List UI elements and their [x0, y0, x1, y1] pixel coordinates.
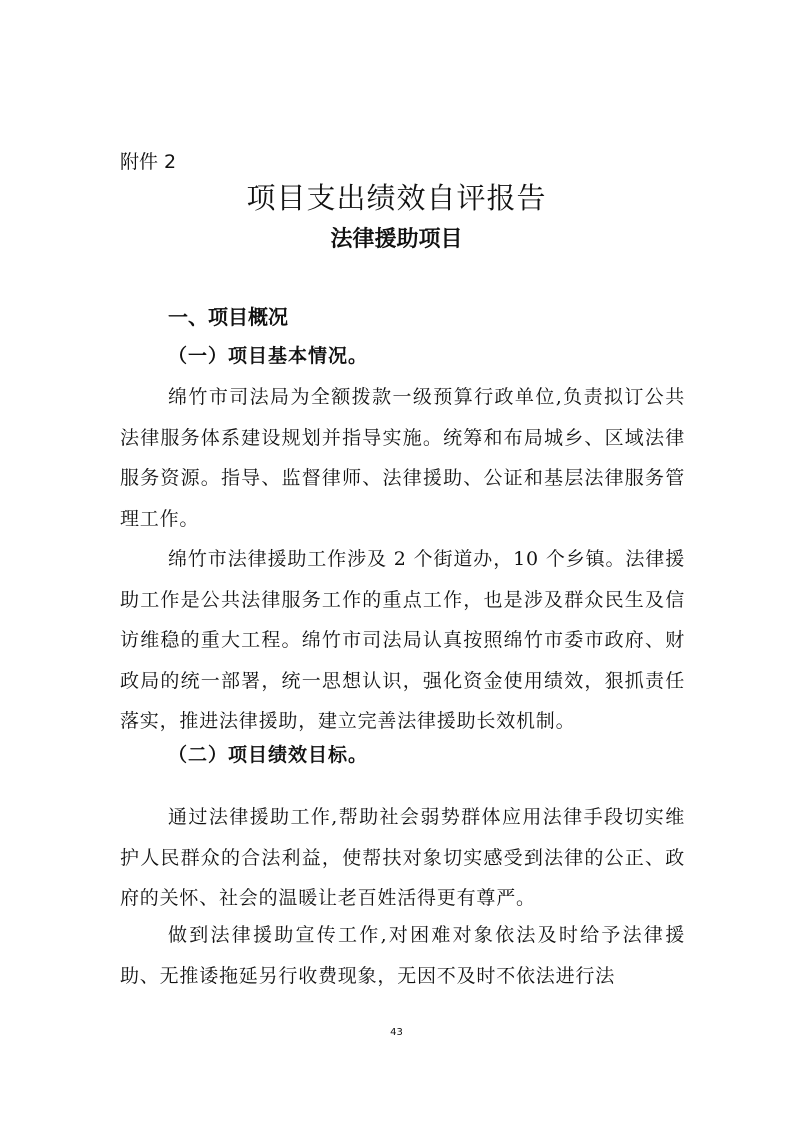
- paragraph-basic-info-1: 绵竹市司法局为全额拨款一级预算行政单位,负责拟订公共法律服务体系建设规划并指导实施。统筹和布局城乡、区域法律服务资源。指导、监督律师、法律援助、公证和基层法律服务管理工作。: [120, 386, 685, 530]
- report-subtitle: 法律援助项目: [330, 227, 463, 252]
- section-heading-overview: 一、项目概况: [168, 305, 288, 329]
- subsection-heading-basic-info: （一）项目基本情况。: [168, 345, 369, 367]
- paragraph-performance-goals-1: 通过法律援助工作,帮助社会弱势群体应用法律手段切实维护人民群众的合法利益，使帮扶对象切实感受到法律的公正、政府的关怀、社会的温暖让老百姓活得更有尊严。: [120, 806, 685, 909]
- paragraph-performance-goals-2: 做到法律援助宣传工作,对困难对象依法及时给予法律援助、无推诿拖延另行收费现象，无因不及时不依法进行法: [120, 924, 685, 987]
- subsection-heading-performance-goals: （二）项目绩效目标。: [168, 744, 369, 766]
- paragraph-basic-info-2: 绵竹市法律援助工作涉及 2 个街道办，10 个乡镇。法律援助工作是公共法律服务工作的重点工作，也是涉及群众民生及信访维稳的重大工程。绵竹市司法局认真按照绵竹市委市政府、财政局的统一部署，统一思想认识，强化资金使用绩效，狠抓责任落实，推进法律援助，建立完善法律援助长效机制。: [120, 548, 685, 732]
- attachment-label: 附件 2: [120, 151, 177, 173]
- report-title: 项目支出绩效自评报告: [246, 181, 547, 215]
- page-number: 43: [390, 1027, 403, 1038]
